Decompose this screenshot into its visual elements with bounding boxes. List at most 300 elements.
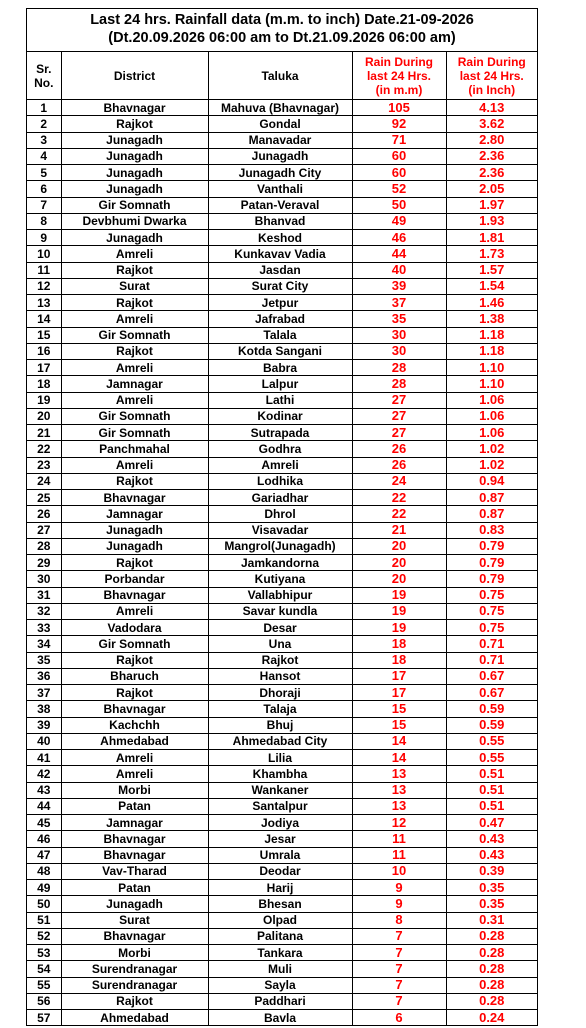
cell-district: Jamnagar [61,376,208,392]
table-row [27,343,537,359]
cell-rain-inch: 0.79 [446,571,537,587]
cell-rain-mm: 44 [352,246,446,262]
cell-taluka: Palitana [208,928,352,944]
cell-rain-inch: 0.79 [446,555,537,571]
table-row [27,652,537,668]
cell-rain-mm: 92 [352,116,446,132]
table-row [27,490,537,506]
table-row [27,847,537,863]
cell-district: Amreli [61,766,208,782]
cell-district: Surendranagar [61,977,208,993]
cell-taluka: Bavla [208,1010,352,1026]
cell-district: Junagadh [61,132,208,148]
cell-district: Rajkot [61,295,208,311]
cell-sr-no: 45 [27,815,61,831]
cell-taluka: Dhrol [208,506,352,522]
cell-sr-no: 10 [27,246,61,262]
table-row [27,425,537,441]
cell-taluka: Olpad [208,912,352,928]
table-row [27,327,537,343]
cell-rain-inch: 0.59 [446,701,537,717]
cell-sr-no: 37 [27,685,61,701]
table-header [27,52,537,100]
cell-sr-no: 47 [27,847,61,863]
cell-rain-mm: 37 [352,295,446,311]
cell-sr-no: 1 [27,100,61,116]
table-row [27,538,537,554]
cell-rain-inch: 0.75 [446,620,537,636]
table-row [27,230,537,246]
cell-rain-mm: 9 [352,896,446,912]
cell-taluka: Ahmedabad City [208,733,352,749]
cell-district: Amreli [61,457,208,473]
cell-rain-inch: 0.75 [446,603,537,619]
cell-sr-no: 25 [27,490,61,506]
cell-taluka: Dhoraji [208,685,352,701]
cell-rain-inch: 0.55 [446,750,537,766]
cell-rain-inch: 0.51 [446,782,537,798]
cell-taluka: Paddhari [208,993,352,1009]
cell-taluka: Lalpur [208,376,352,392]
cell-rain-inch: 0.94 [446,473,537,489]
cell-district: Rajkot [61,652,208,668]
cell-taluka: Umrala [208,847,352,863]
cell-sr-no: 35 [27,652,61,668]
cell-rain-mm: 26 [352,441,446,457]
report-title-line2: (Dt.20.09.2026 06:00 am to Dt.21.09.2026 06:00 am) [108,30,456,46]
table-row [27,311,537,327]
table-row [27,376,537,392]
table-row [27,782,537,798]
table-row [27,733,537,749]
cell-sr-no: 13 [27,295,61,311]
cell-rain-mm: 13 [352,798,446,814]
cell-district: Amreli [61,246,208,262]
cell-rain-mm: 105 [352,100,446,116]
cell-rain-mm: 10 [352,863,446,879]
cell-sr-no: 51 [27,912,61,928]
cell-district: Bhavnagar [61,587,208,603]
table-row [27,165,537,181]
cell-sr-no: 44 [27,798,61,814]
cell-rain-mm: 35 [352,311,446,327]
cell-taluka: Vallabhipur [208,587,352,603]
cell-sr-no: 16 [27,343,61,359]
cell-district: Surat [61,278,208,294]
cell-district: Gir Somnath [61,197,208,213]
cell-sr-no: 49 [27,880,61,896]
table-row [27,798,537,814]
cell-rain-mm: 17 [352,668,446,684]
cell-rain-mm: 14 [352,733,446,749]
cell-sr-no: 4 [27,148,61,164]
cell-district: Panchmahal [61,441,208,457]
cell-rain-inch: 1.97 [446,197,537,213]
cell-rain-mm: 9 [352,880,446,896]
table-row [27,912,537,928]
cell-sr-no: 5 [27,165,61,181]
cell-rain-mm: 49 [352,213,446,229]
table-row [27,863,537,879]
cell-district: Bhavnagar [61,928,208,944]
cell-sr-no: 6 [27,181,61,197]
cell-rain-inch: 1.38 [446,311,537,327]
table-row [27,262,537,278]
cell-rain-inch: 1.73 [446,246,537,262]
cell-district: Devbhumi Dwarka [61,213,208,229]
cell-district: Rajkot [61,473,208,489]
cell-rain-mm: 7 [352,945,446,961]
cell-rain-mm: 19 [352,587,446,603]
cell-taluka: Desar [208,620,352,636]
cell-taluka: Sayla [208,977,352,993]
cell-sr-no: 48 [27,863,61,879]
table-row [27,506,537,522]
cell-district: Gir Somnath [61,327,208,343]
cell-district: Bhavnagar [61,100,208,116]
cell-district: Junagadh [61,538,208,554]
cell-district: Junagadh [61,181,208,197]
cell-taluka: Rajkot [208,652,352,668]
cell-rain-inch: 0.43 [446,847,537,863]
cell-rain-mm: 19 [352,620,446,636]
cell-sr-no: 26 [27,506,61,522]
cell-sr-no: 34 [27,636,61,652]
table-row [27,197,537,213]
cell-rain-inch: 0.71 [446,636,537,652]
cell-rain-inch: 1.18 [446,327,537,343]
cell-taluka: Amreli [208,457,352,473]
cell-district: Surendranagar [61,961,208,977]
cell-district: Junagadh [61,896,208,912]
cell-taluka: Visavadar [208,522,352,538]
cell-district: Amreli [61,311,208,327]
cell-rain-mm: 40 [352,262,446,278]
cell-rain-mm: 20 [352,571,446,587]
cell-rain-inch: 0.39 [446,863,537,879]
column-header-rain-mm: Rain During last 24 Hrs. (in m.m) [352,52,446,100]
cell-rain-mm: 11 [352,847,446,863]
cell-rain-mm: 30 [352,327,446,343]
table-row [27,587,537,603]
cell-taluka: Jasdan [208,262,352,278]
cell-rain-inch: 2.05 [446,181,537,197]
cell-rain-inch: 1.10 [446,376,537,392]
cell-taluka: Vanthali [208,181,352,197]
table-row [27,668,537,684]
cell-district: Junagadh [61,522,208,538]
cell-taluka: Santalpur [208,798,352,814]
table-row [27,896,537,912]
cell-district: Morbi [61,782,208,798]
cell-taluka: Gondal [208,116,352,132]
cell-rain-mm: 11 [352,831,446,847]
cell-district: Junagadh [61,165,208,181]
table-row [27,717,537,733]
cell-taluka: Una [208,636,352,652]
cell-sr-no: 7 [27,197,61,213]
cell-district: Bhavnagar [61,847,208,863]
cell-district: Amreli [61,392,208,408]
cell-rain-inch: 0.71 [446,652,537,668]
cell-sr-no: 22 [27,441,61,457]
cell-rain-inch: 1.93 [446,213,537,229]
cell-rain-inch: 1.54 [446,278,537,294]
cell-rain-inch: 0.28 [446,993,537,1009]
cell-rain-inch: 2.36 [446,165,537,181]
cell-district: Kachchh [61,717,208,733]
cell-taluka: Kunkavav Vadia [208,246,352,262]
cell-district: Bhavnagar [61,701,208,717]
cell-sr-no: 18 [27,376,61,392]
cell-sr-no: 31 [27,587,61,603]
cell-rain-inch: 0.28 [446,945,537,961]
cell-rain-mm: 13 [352,766,446,782]
cell-rain-inch: 0.28 [446,977,537,993]
table-row [27,1010,537,1026]
table-row [27,295,537,311]
cell-sr-no: 36 [27,668,61,684]
cell-rain-mm: 22 [352,506,446,522]
table-row [27,831,537,847]
report-title [27,9,537,52]
cell-rain-mm: 28 [352,376,446,392]
cell-rain-inch: 1.02 [446,441,537,457]
table-row [27,750,537,766]
table-row [27,928,537,944]
cell-rain-mm: 8 [352,912,446,928]
table-row [27,766,537,782]
cell-sr-no: 9 [27,230,61,246]
cell-district: Gir Somnath [61,408,208,424]
cell-taluka: Kotda Sangani [208,343,352,359]
cell-rain-inch: 0.28 [446,961,537,977]
cell-district: Ahmedabad [61,1010,208,1026]
cell-taluka: Patan-Veraval [208,197,352,213]
cell-rain-mm: 24 [352,473,446,489]
cell-district: Patan [61,798,208,814]
cell-taluka: Sutrapada [208,425,352,441]
cell-district: Morbi [61,945,208,961]
cell-rain-mm: 6 [352,1010,446,1026]
cell-rain-mm: 15 [352,701,446,717]
cell-sr-no: 50 [27,896,61,912]
cell-district: Vadodara [61,620,208,636]
cell-taluka: Deodar [208,863,352,879]
cell-rain-mm: 27 [352,425,446,441]
cell-rain-mm: 7 [352,961,446,977]
table-row [27,945,537,961]
cell-taluka: Godhra [208,441,352,457]
cell-sr-no: 11 [27,262,61,278]
cell-rain-inch: 1.06 [446,392,537,408]
table-row [27,181,537,197]
table-body [27,100,537,1026]
column-header-district: District [61,52,208,100]
cell-rain-inch: 0.51 [446,798,537,814]
cell-rain-inch: 1.81 [446,230,537,246]
cell-rain-inch: 0.67 [446,668,537,684]
column-header-rain-inch: Rain During last 24 Hrs. (in Inch) [446,52,537,100]
cell-rain-mm: 46 [352,230,446,246]
cell-sr-no: 24 [27,473,61,489]
cell-taluka: Keshod [208,230,352,246]
cell-rain-inch: 0.51 [446,766,537,782]
cell-sr-no: 41 [27,750,61,766]
cell-sr-no: 38 [27,701,61,717]
cell-sr-no: 14 [27,311,61,327]
table-row [27,148,537,164]
cell-rain-inch: 0.83 [446,522,537,538]
cell-sr-no: 40 [27,733,61,749]
cell-taluka: Mahuva (Bhavnagar) [208,100,352,116]
cell-sr-no: 32 [27,603,61,619]
cell-taluka: Talala [208,327,352,343]
cell-sr-no: 33 [27,620,61,636]
cell-taluka: Bhesan [208,896,352,912]
cell-rain-inch: 0.87 [446,490,537,506]
cell-taluka: Hansot [208,668,352,684]
cell-rain-mm: 30 [352,343,446,359]
cell-taluka: Babra [208,360,352,376]
cell-sr-no: 39 [27,717,61,733]
cell-rain-mm: 20 [352,538,446,554]
cell-district: Vav-Tharad [61,863,208,879]
cell-rain-mm: 27 [352,408,446,424]
cell-rain-mm: 7 [352,928,446,944]
cell-rain-inch: 0.55 [446,733,537,749]
cell-taluka: Manavadar [208,132,352,148]
cell-rain-mm: 60 [352,165,446,181]
cell-rain-mm: 7 [352,993,446,1009]
table-row [27,100,537,116]
cell-rain-inch: 1.06 [446,425,537,441]
cell-taluka: Khambha [208,766,352,782]
rainfall-table [27,52,537,1025]
cell-sr-no: 8 [27,213,61,229]
cell-rain-mm: 52 [352,181,446,197]
table-row [27,815,537,831]
cell-sr-no: 19 [27,392,61,408]
cell-rain-inch: 3.62 [446,116,537,132]
cell-rain-inch: 0.67 [446,685,537,701]
cell-rain-inch: 0.35 [446,896,537,912]
cell-rain-mm: 71 [352,132,446,148]
cell-taluka: Surat City [208,278,352,294]
cell-taluka: Bhanvad [208,213,352,229]
table-row [27,977,537,993]
cell-rain-inch: 0.79 [446,538,537,554]
cell-district: Rajkot [61,343,208,359]
cell-rain-inch: 0.75 [446,587,537,603]
cell-taluka: Kodinar [208,408,352,424]
cell-taluka: Junagadh [208,148,352,164]
cell-rain-mm: 22 [352,490,446,506]
cell-district: Amreli [61,360,208,376]
cell-district: Rajkot [61,116,208,132]
cell-sr-no: 3 [27,132,61,148]
cell-rain-inch: 0.24 [446,1010,537,1026]
cell-rain-mm: 7 [352,977,446,993]
table-row [27,408,537,424]
table-row [27,360,537,376]
table-row [27,441,537,457]
cell-rain-inch: 2.80 [446,132,537,148]
cell-rain-mm: 19 [352,603,446,619]
cell-sr-no: 12 [27,278,61,294]
cell-district: Amreli [61,603,208,619]
cell-taluka: Gariadhar [208,490,352,506]
table-row [27,993,537,1009]
table-row [27,278,537,294]
table-row [27,213,537,229]
cell-district: Bhavnagar [61,490,208,506]
table-row [27,636,537,652]
cell-sr-no: 52 [27,928,61,944]
cell-taluka: Lodhika [208,473,352,489]
cell-district: Rajkot [61,993,208,1009]
cell-rain-inch: 1.57 [446,262,537,278]
cell-sr-no: 27 [27,522,61,538]
cell-rain-mm: 15 [352,717,446,733]
cell-rain-mm: 12 [352,815,446,831]
cell-rain-inch: 0.31 [446,912,537,928]
cell-sr-no: 56 [27,993,61,1009]
cell-taluka: Muli [208,961,352,977]
cell-rain-inch: 1.46 [446,295,537,311]
cell-taluka: Jetpur [208,295,352,311]
cell-sr-no: 20 [27,408,61,424]
table-row [27,555,537,571]
cell-sr-no: 15 [27,327,61,343]
cell-sr-no: 55 [27,977,61,993]
cell-rain-mm: 18 [352,636,446,652]
cell-district: Gir Somnath [61,425,208,441]
cell-taluka: Jamkandorna [208,555,352,571]
table-row [27,116,537,132]
table-row [27,961,537,977]
cell-rain-mm: 27 [352,392,446,408]
cell-sr-no: 17 [27,360,61,376]
table-row [27,571,537,587]
cell-rain-inch: 0.43 [446,831,537,847]
cell-district: Ahmedabad [61,733,208,749]
cell-district: Rajkot [61,555,208,571]
cell-rain-inch: 0.87 [446,506,537,522]
cell-rain-mm: 26 [352,457,446,473]
cell-rain-inch: 1.10 [446,360,537,376]
cell-district: Bhavnagar [61,831,208,847]
cell-rain-mm: 18 [352,652,446,668]
cell-sr-no: 57 [27,1010,61,1026]
cell-rain-inch: 0.47 [446,815,537,831]
cell-sr-no: 21 [27,425,61,441]
cell-district: Gir Somnath [61,636,208,652]
cell-district: Bharuch [61,668,208,684]
cell-taluka: Jodiya [208,815,352,831]
cell-taluka: Jesar [208,831,352,847]
cell-district: Surat [61,912,208,928]
cell-taluka: Wankaner [208,782,352,798]
cell-rain-mm: 60 [352,148,446,164]
cell-taluka: Bhuj [208,717,352,733]
cell-sr-no: 29 [27,555,61,571]
cell-rain-inch: 2.36 [446,148,537,164]
cell-rain-mm: 14 [352,750,446,766]
cell-rain-mm: 21 [352,522,446,538]
cell-rain-inch: 1.02 [446,457,537,473]
table-row [27,685,537,701]
